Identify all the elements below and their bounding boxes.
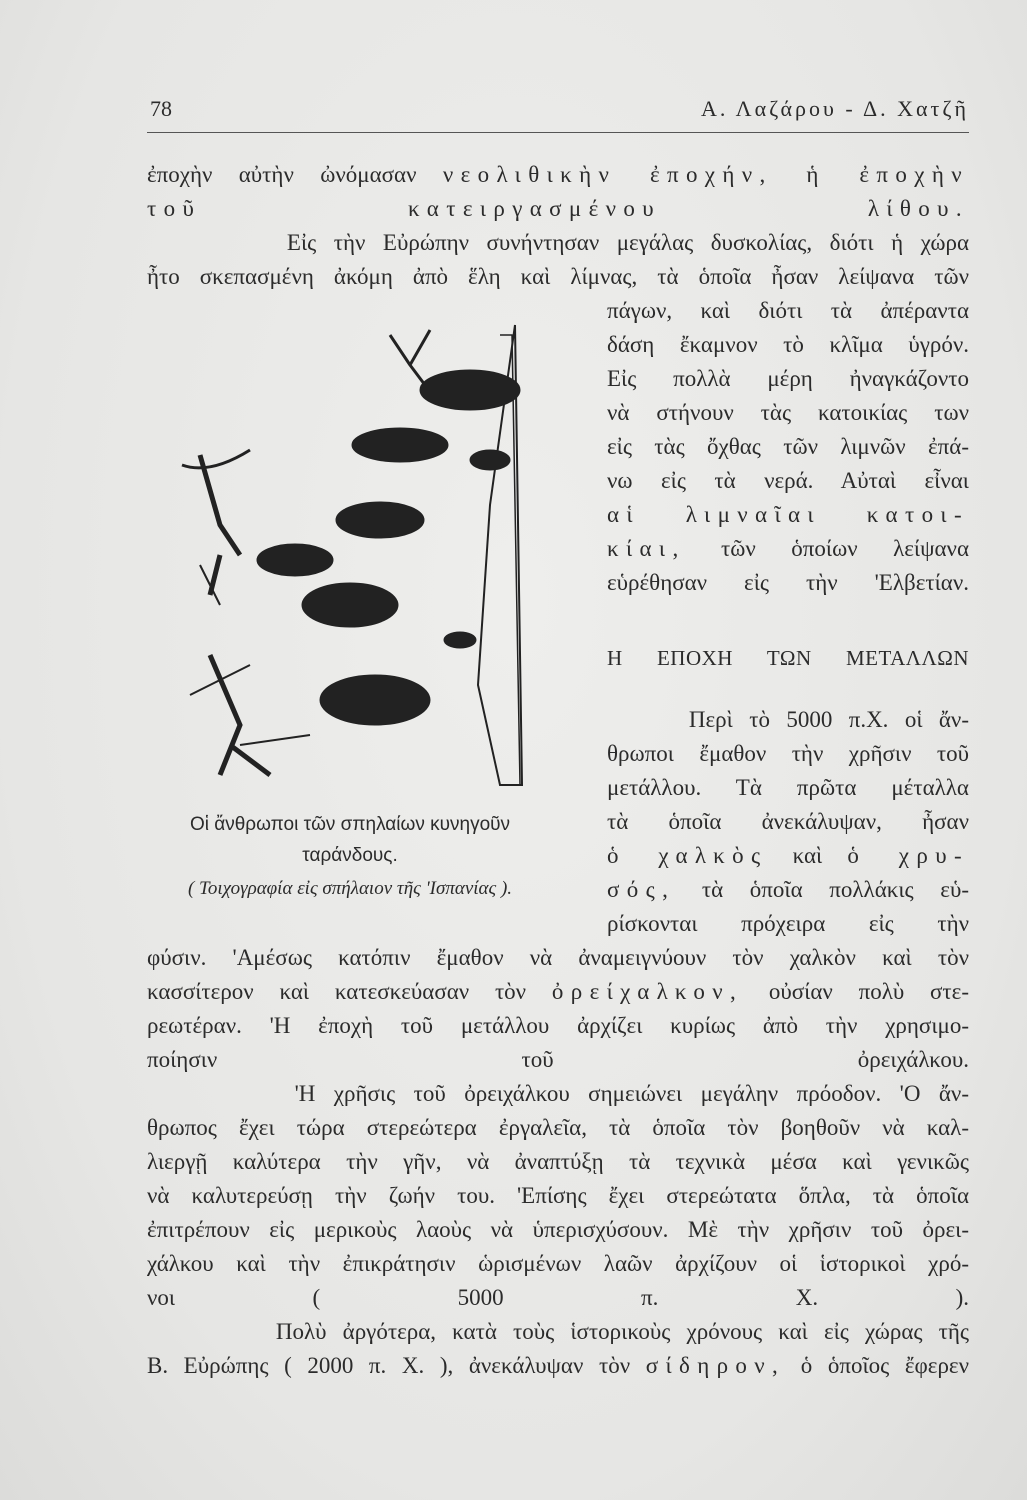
text-line — [607, 705, 969, 735]
text-segment: Β. Εὐρώπης ( 2000 π. Χ. ), ἀνεκάλυψαν τὸν — [147, 1353, 646, 1378]
text-segment: ἐπιτρέπουν εἰς μερικοὺς λαοὺς νὰ ὑπερισχύσουν. Μὲ τὴν χρῆσιν τοῦ ὀρει- — [147, 1217, 969, 1242]
text-line — [147, 1317, 969, 1347]
text-segment: ποίησιν τοῦ ὀρειχάλκου. — [147, 1047, 969, 1072]
text-line — [147, 1079, 969, 1109]
text-segment: νὰ στήνουν τὰς κατοικίας των — [607, 400, 969, 425]
text-segment: μετάλλου. Τὰ πρῶτα μέταλλα — [607, 775, 969, 800]
running-header-author: Α. Λαζάρου - Δ. Χατζῆ — [701, 96, 969, 121]
text-segment: αἱ λιμναῖαι κατοι- — [607, 502, 969, 527]
text-segment: σίδηρον, — [645, 1353, 786, 1378]
text-segment: Πολὺ ἀργότερα, κατὰ τοὺς ἱστορικοὺς χρόνους καὶ εἰς χώρας τῆς — [147, 1319, 969, 1344]
text-segment: Εἰς πολλὰ μέρη ἠναγκάζοντο — [607, 366, 969, 391]
text-line — [607, 534, 969, 564]
text-segment: θρωπος ἔχει τώρα στερεώτερα ἐργαλεῖα, τὰ ὁποῖα τὸν βοηθοῦν νὰ καλ- — [147, 1115, 969, 1140]
text-segment: οὐσίαν πολὺ στε- — [743, 979, 969, 1004]
text-segment: νεολιθικὴν ἐποχήν, ἡ ἐποχὴν — [442, 162, 969, 187]
text-segment: εὑρέθησαν εἰς τὴν 'Ελβετίαν. — [607, 570, 969, 595]
text-line — [607, 466, 969, 496]
deer-figure — [320, 675, 430, 725]
text-line — [147, 194, 969, 224]
text-line — [607, 568, 969, 598]
text-line — [607, 330, 969, 360]
text-segment: τοῦ κατειργασμένου λίθου. — [147, 196, 969, 221]
text-line — [607, 364, 969, 394]
text-line — [147, 228, 969, 258]
deer-figure — [336, 502, 424, 538]
text-line — [607, 398, 969, 428]
hunter-figure — [200, 455, 270, 775]
text-line — [147, 943, 969, 973]
text-segment: πάγων, καὶ διότι τὰ ἀπέραντα — [607, 298, 969, 323]
deer-figure — [352, 428, 448, 462]
text-segment: ρεωτέραν. 'Η ἐποχὴ τοῦ μετάλλου ἀρχίζει κυρίως ἀπὸ τὴν χρησιμο- — [147, 1013, 969, 1038]
text-line — [147, 1181, 969, 1211]
section-heading: Η ΕΠΟΧΗ ΤΩΝ ΜΕΤΑΛΛΩΝ — [607, 646, 969, 670]
text-line — [607, 909, 969, 939]
text-segment: ὁ χρυ- — [847, 843, 969, 868]
figure-caption: Οἱ ἄνθρωποι τῶν σπηλαίων κυνηγοῦν — [189, 814, 511, 835]
header-rule — [147, 132, 969, 133]
text-segment: ὁ ὁποῖος ἔφερεν — [785, 1353, 969, 1378]
text-segment: χάλκου καὶ τὴν ἐπικράτησιν ὡρισμένων λαῶν ἀρχίζουν οἱ ἱστορικοὶ χρό- — [147, 1251, 969, 1276]
boat-figure — [182, 450, 250, 468]
text-line — [147, 1215, 969, 1245]
text-segment: εἰς τὰς ὄχθας τῶν λιμνῶν ἐπά- — [607, 434, 969, 459]
deer-figure — [420, 370, 520, 410]
bow-arrow — [190, 565, 310, 745]
text-segment: Εἰς τὴν Εὐρώπην συνήντησαν μεγάλας δυσκολίας, διότι ἡ χώρα — [147, 230, 969, 255]
figure-source: ( Τοιχογραφία εἰς σπήλαιον τῆς 'Ισπανίας ). — [187, 878, 513, 899]
figure-caption-cont: ταράνδους. — [302, 845, 398, 866]
text-line — [147, 1249, 969, 1279]
text-line — [607, 807, 969, 837]
text-segment: ἦτο σκεπασμένη ἀκόμη ἀπὸ ἕλη καὶ λίμνας, τὰ ὁποῖα ἦσαν λείψανα τῶν — [147, 264, 969, 289]
text-segment: Περὶ τὸ 5000 π.Χ. οἱ ἄν- — [607, 707, 969, 732]
text-line — [147, 1113, 969, 1143]
text-segment: τὰ ὁποῖα πολλάκις εὑ- — [675, 877, 969, 902]
text-segment: θρωποι ἔμαθον τὴν χρῆσιν τοῦ — [607, 741, 969, 766]
text-line — [147, 262, 969, 292]
text-segment: λιεργῇ καλύτερα τὴν γῆν, νὰ ἀναπτύξῃ τὰ τεχνικὰ μέσα καὶ γενικῶς — [147, 1149, 969, 1174]
text-segment: νω εἰς τὰ νερά. Αὐταὶ εἶναι — [607, 468, 969, 493]
text-line — [607, 739, 969, 769]
text-segment: ὁ χαλκὸς — [607, 843, 768, 868]
text-line — [607, 841, 969, 871]
text-segment: κασσίτερον καὶ κατεσκεύασαν τὸν — [147, 979, 552, 1004]
text-line — [607, 296, 969, 326]
text-segment: νοι ( 5000 π. Χ. ). — [147, 1285, 969, 1310]
text-segment: ὀρείχαλκον, — [551, 979, 744, 1004]
cave-painting-illustration — [160, 305, 550, 795]
page-number: 78 — [150, 96, 172, 121]
text-line — [147, 977, 969, 1007]
text-line — [607, 500, 969, 530]
text-line — [607, 432, 969, 462]
text-line — [147, 1011, 969, 1041]
text-segment: 'Η χρῆσις τοῦ ὀρειχάλκου σημειώνει μεγάλην πρόοδον. 'Ο ἄν- — [147, 1081, 969, 1106]
text-line — [147, 1045, 969, 1075]
text-line — [147, 1283, 969, 1313]
text-segment: ἐποχὴν αὐτὴν ὠνόμασαν — [147, 162, 443, 187]
text-segment: καὶ — [767, 843, 848, 868]
text-segment: δάση ἔκαμνον τὸ κλῖμα ὑγρόν. — [607, 332, 969, 357]
deer-figure — [302, 583, 398, 627]
text-segment: ρίσκονται πρόχειρα εἰς τὴν — [607, 911, 969, 936]
text-segment: φύσιν. 'Αμέσως κατόπιν ἔμαθον νὰ ἀναμειγνύουν τὸν χαλκὸν καὶ τὸν — [147, 945, 969, 970]
text-line — [147, 1147, 969, 1177]
deer-figure — [444, 632, 476, 648]
text-segment: τῶν ὁποίων λείψανα — [685, 536, 969, 561]
text-line — [147, 160, 969, 190]
text-segment: τὰ ὁποῖα ἀνεκάλυψαν, ἦσαν — [607, 809, 969, 834]
text-line — [607, 875, 969, 905]
text-segment: σός, — [607, 877, 676, 902]
text-segment: νὰ καλυτερεύσῃ τὴν ζωήν του. 'Επίσης ἔχει στερεώτατα ὅπλα, τὰ ὁποῖα — [147, 1183, 969, 1208]
deer-figure — [257, 544, 333, 576]
text-line — [147, 1351, 969, 1381]
text-line — [607, 773, 969, 803]
text-segment: κίαι, — [607, 536, 686, 561]
deer-figure — [470, 450, 510, 470]
